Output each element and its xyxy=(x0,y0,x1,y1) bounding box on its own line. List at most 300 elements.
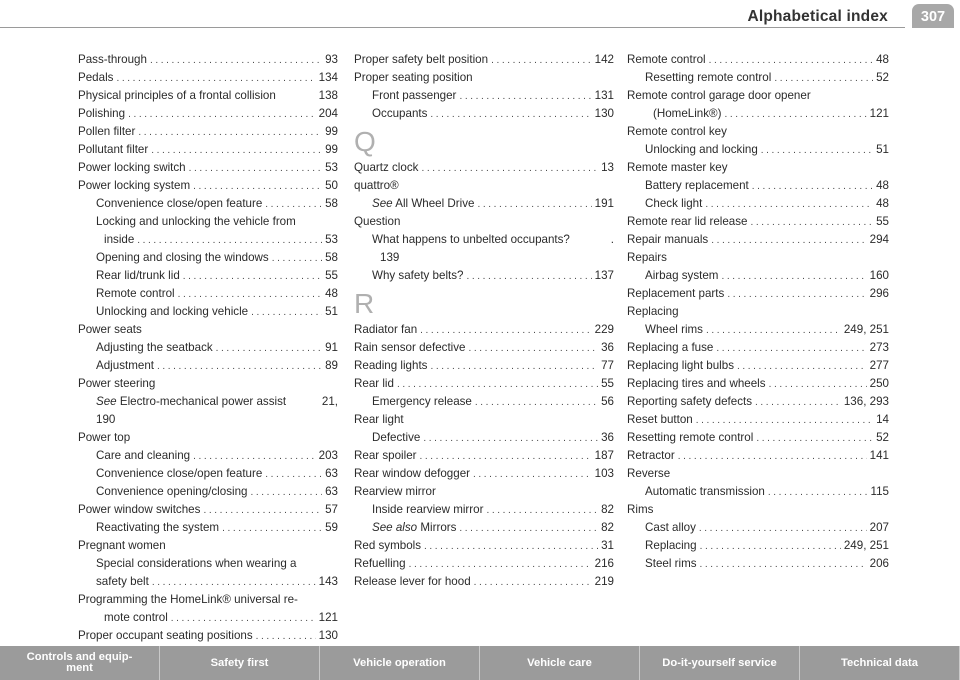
entry-term: Polishing xyxy=(78,107,126,120)
index-entry[interactable] xyxy=(627,87,889,105)
index-entry[interactable] xyxy=(627,321,889,339)
entry-term: Refuelling xyxy=(354,557,406,570)
entry-term: Wheel rims xyxy=(645,323,703,336)
entry-term: Question xyxy=(354,215,401,228)
entry-term: Replacing xyxy=(645,539,697,552)
page-reference: 219 xyxy=(594,575,614,588)
index-entry[interactable] xyxy=(627,231,889,249)
index-entry[interactable] xyxy=(627,429,889,447)
page-reference: 21, xyxy=(321,395,338,408)
index-column-2 xyxy=(354,51,614,591)
chapter-tab-label: Vehicle care xyxy=(527,656,592,669)
index-entry[interactable] xyxy=(78,537,338,555)
dot-leader xyxy=(421,160,598,178)
index-entry[interactable] xyxy=(78,573,338,591)
dot-leader xyxy=(709,52,873,70)
page-reference: 58 xyxy=(325,251,338,264)
index-column-3 xyxy=(627,51,889,573)
index-entry[interactable] xyxy=(627,285,889,303)
entry-term: Check light xyxy=(645,197,703,210)
dot-leader xyxy=(178,286,322,304)
index-title: Alphabetical index xyxy=(747,8,888,25)
entry-term: Replacing tires and wheels xyxy=(627,377,766,390)
page-reference: 48 xyxy=(876,197,889,210)
entry-term: quattro® xyxy=(354,179,399,192)
dot-leader xyxy=(459,88,591,106)
dot-leader xyxy=(203,502,322,520)
index-entry[interactable] xyxy=(627,195,889,213)
dot-leader xyxy=(700,538,841,556)
dot-leader xyxy=(397,376,598,394)
entry-term: Remote master key xyxy=(627,161,728,174)
entry-term: Opening and closing the windows xyxy=(96,251,269,264)
entry-term: Remote control xyxy=(96,287,175,300)
entry-term: Remote control xyxy=(627,53,706,66)
page-reference: 273 xyxy=(869,341,889,354)
chapter-tab[interactable] xyxy=(0,646,160,680)
dot-leader xyxy=(751,214,874,232)
dot-leader xyxy=(706,322,841,340)
entry-term: Rear lid/trunk lid xyxy=(96,269,180,282)
entry-term: Convenience close/open feature xyxy=(96,197,263,210)
index-entry[interactable] xyxy=(627,69,889,87)
entry-term: 139 xyxy=(380,251,400,264)
entry-term: Convenience close/open feature xyxy=(96,467,263,480)
page-reference: 249, 251 xyxy=(843,323,889,336)
chapter-tab[interactable] xyxy=(640,646,800,680)
entry-term: Cast alloy xyxy=(645,521,696,534)
page-reference: 48 xyxy=(325,287,338,300)
dot-leader xyxy=(705,196,873,214)
index-entry[interactable] xyxy=(78,447,338,465)
entry-term: Inside rearview mirror xyxy=(372,503,484,516)
entry-term: Power window switches xyxy=(78,503,201,516)
index-entry[interactable] xyxy=(354,393,614,411)
index-entry[interactable] xyxy=(78,195,338,213)
page-reference: 82 xyxy=(601,521,614,534)
page-reference: 203 xyxy=(318,449,338,462)
page-reference: 136, 293 xyxy=(843,395,889,408)
index-entry[interactable] xyxy=(354,105,614,123)
entry-term: Reporting safety defects xyxy=(627,395,753,408)
dot-leader xyxy=(473,466,592,484)
index-entry[interactable] xyxy=(78,357,338,375)
page-reference: 48 xyxy=(876,179,889,192)
page-reference: 56 xyxy=(601,395,614,408)
chapter-tab[interactable] xyxy=(320,646,480,680)
entry-term: Replacing light bulbs xyxy=(627,359,734,372)
page-reference: 77 xyxy=(601,359,614,372)
index-entry[interactable] xyxy=(354,501,614,519)
index-entry[interactable] xyxy=(78,429,338,447)
chapter-tab[interactable] xyxy=(160,646,320,680)
page-reference: 131 xyxy=(594,89,614,102)
index-entry[interactable] xyxy=(354,267,614,285)
dot-leader xyxy=(774,70,873,88)
page-reference: 142 xyxy=(594,53,614,66)
entry-term: Reading lights xyxy=(354,359,428,372)
entry-term: Power top xyxy=(78,431,131,444)
page-reference: 137 xyxy=(594,269,614,282)
entry-term: Occupants xyxy=(372,107,428,120)
entry-term: Remote control key xyxy=(627,125,727,138)
entry-term: Proper occupant seating positions xyxy=(78,629,253,642)
entry-term: safety belt xyxy=(96,575,149,588)
page-reference: 57 xyxy=(325,503,338,516)
index-entry[interactable] xyxy=(78,159,338,177)
dot-leader xyxy=(755,394,841,412)
entry-term: Repair manuals xyxy=(627,233,709,246)
index-entry[interactable] xyxy=(354,231,614,249)
index-entry[interactable] xyxy=(627,411,889,429)
dot-leader xyxy=(137,232,322,250)
entry-term: Rain sensor defective xyxy=(354,341,466,354)
index-entry[interactable] xyxy=(78,591,338,609)
index-entry[interactable] xyxy=(78,249,338,267)
index-entry[interactable] xyxy=(627,213,889,231)
entry-term: Power locking system xyxy=(78,179,191,192)
index-entry[interactable] xyxy=(354,177,614,195)
index-entry[interactable] xyxy=(78,267,338,285)
dot-leader xyxy=(423,430,598,448)
dot-leader xyxy=(138,124,322,142)
entry-term: Pass-through xyxy=(78,53,147,66)
page-reference: 141 xyxy=(869,449,889,462)
see-reference: See xyxy=(96,395,117,408)
entry-term: Rear spoiler xyxy=(354,449,417,462)
dot-leader xyxy=(769,376,867,394)
entry-term: Remote control garage door opener xyxy=(627,89,811,102)
page-reference: 36 xyxy=(601,431,614,444)
index-entry[interactable] xyxy=(354,537,614,555)
page-reference: 13 xyxy=(601,161,614,174)
entry-term: Release lever for hood xyxy=(354,575,471,588)
dot-leader xyxy=(678,448,867,466)
page-reference: 99 xyxy=(325,143,338,156)
page-reference: 14 xyxy=(876,413,889,426)
page-reference: 51 xyxy=(325,305,338,318)
page-reference: 55 xyxy=(876,215,889,228)
entry-term: Proper safety belt position xyxy=(354,53,489,66)
index-entry[interactable] xyxy=(354,339,614,357)
dot-leader xyxy=(699,520,867,538)
index-entry[interactable] xyxy=(627,249,889,267)
entry-term: Pollutant filter xyxy=(78,143,149,156)
chapter-tab-label: Safety first xyxy=(210,656,269,669)
entry-term: Mirrors xyxy=(420,521,457,534)
page-reference: 277 xyxy=(869,359,889,372)
entry-term: Retractor xyxy=(627,449,675,462)
page-reference: 36 xyxy=(601,341,614,354)
page-reference: 130 xyxy=(594,107,614,120)
index-entry[interactable] xyxy=(627,501,889,519)
entry-term: Reverse xyxy=(627,467,671,480)
index-entry[interactable] xyxy=(78,51,338,69)
index-entry[interactable] xyxy=(78,285,338,303)
page-reference: 63 xyxy=(325,467,338,480)
index-entry[interactable] xyxy=(354,51,614,69)
entry-term: Quartz clock xyxy=(354,161,419,174)
index-entry[interactable] xyxy=(78,555,338,573)
entry-term: Rear light xyxy=(354,413,404,426)
chapter-tab[interactable] xyxy=(800,646,960,680)
index-entry[interactable] xyxy=(78,213,338,231)
dot-leader xyxy=(761,142,873,160)
index-entry[interactable] xyxy=(354,321,614,339)
page-reference: 103 xyxy=(594,467,614,480)
index-entry[interactable] xyxy=(627,105,889,123)
dot-leader xyxy=(486,502,598,520)
index-entry[interactable] xyxy=(78,339,338,357)
chapter-tab-bar xyxy=(0,646,960,680)
index-entry[interactable] xyxy=(78,69,338,87)
page-reference: . xyxy=(610,233,614,246)
dot-leader xyxy=(424,538,598,556)
page-reference: 58 xyxy=(325,197,338,210)
dot-leader xyxy=(251,304,322,322)
chapter-tab-label: Controls and equip- ment xyxy=(26,651,133,674)
dot-leader xyxy=(475,394,598,412)
page-reference: 160 xyxy=(869,269,889,282)
entry-term: Pollen filter xyxy=(78,125,136,138)
index-entry[interactable] xyxy=(627,393,889,411)
index-entry[interactable] xyxy=(354,483,614,501)
index-entry[interactable] xyxy=(627,51,889,69)
page-reference: 52 xyxy=(876,71,889,84)
entry-term: Steel rims xyxy=(645,557,697,570)
index-entry[interactable] xyxy=(354,573,614,591)
index-entry[interactable] xyxy=(627,159,889,177)
index-entry[interactable] xyxy=(627,267,889,285)
page-reference: 143 xyxy=(318,575,338,588)
page-reference: 59 xyxy=(325,521,338,534)
page-reference: 138 xyxy=(318,89,338,102)
index-entry[interactable] xyxy=(354,447,614,465)
index-entry[interactable] xyxy=(78,465,338,483)
entry-term: Electro-mechanical power assist xyxy=(119,395,287,408)
index-entry[interactable] xyxy=(78,627,338,645)
see-reference: See also xyxy=(372,521,418,534)
page-reference: 53 xyxy=(325,233,338,246)
page-reference: 294 xyxy=(869,233,889,246)
index-entry[interactable] xyxy=(627,141,889,159)
dot-leader xyxy=(724,106,866,124)
dot-leader xyxy=(756,430,873,448)
index-entry[interactable] xyxy=(354,213,614,231)
index-entry[interactable] xyxy=(78,321,338,339)
index-entry[interactable] xyxy=(78,393,338,411)
index-entry[interactable] xyxy=(78,231,338,249)
entry-term: Rear lid xyxy=(354,377,394,390)
entry-term: What happens to unbelted occupants? xyxy=(372,233,570,246)
page-reference: 187 xyxy=(594,449,614,462)
page-reference: 63 xyxy=(325,485,338,498)
entry-term: Convenience opening/closing xyxy=(96,485,248,498)
entry-term: Rims xyxy=(627,503,654,516)
index-entry[interactable] xyxy=(627,519,889,537)
page-reference: 296 xyxy=(869,287,889,300)
entry-term: Resetting remote control xyxy=(627,431,754,444)
dot-leader xyxy=(116,70,315,88)
index-entry[interactable] xyxy=(354,411,614,429)
page-reference: 99 xyxy=(325,125,338,138)
index-entry[interactable] xyxy=(354,249,614,267)
index-entry[interactable] xyxy=(354,519,614,537)
entry-term: Reset button xyxy=(627,413,693,426)
entry-term: Power locking switch xyxy=(78,161,186,174)
page-reference: 191 xyxy=(594,197,614,210)
page-reference: 206 xyxy=(869,557,889,570)
dot-leader xyxy=(256,628,316,646)
index-entry[interactable] xyxy=(78,177,338,195)
entry-term: Emergency release xyxy=(372,395,472,408)
index-entry[interactable] xyxy=(354,159,614,177)
dot-leader xyxy=(216,340,322,358)
dot-leader xyxy=(193,448,316,466)
dot-leader xyxy=(152,574,316,592)
entry-term: Physical principles of a frontal collision xyxy=(78,89,276,102)
entry-term: Programming the HomeLink® universal re- xyxy=(78,593,298,606)
index-entry[interactable] xyxy=(354,357,614,375)
dot-leader xyxy=(250,484,322,502)
entry-term: All Wheel Drive xyxy=(395,197,475,210)
page-reference: 51 xyxy=(876,143,889,156)
index-entry[interactable] xyxy=(627,465,889,483)
entry-term: Replacing xyxy=(627,305,679,318)
page-reference: 121 xyxy=(318,611,338,624)
page-reference: 52 xyxy=(876,431,889,444)
page-reference: 93 xyxy=(325,53,338,66)
dot-leader xyxy=(768,484,868,502)
dot-leader xyxy=(716,340,866,358)
dot-leader xyxy=(696,412,873,430)
dot-leader xyxy=(420,322,591,340)
index-entry[interactable] xyxy=(78,87,338,105)
index-entry[interactable] xyxy=(354,429,614,447)
chapter-tab-label: Technical data xyxy=(841,656,918,669)
entry-term: Pedals xyxy=(78,71,114,84)
chapter-tab-label: Vehicle operation xyxy=(353,656,446,669)
dot-leader xyxy=(183,268,322,286)
index-column-1 xyxy=(78,51,338,645)
index-entry[interactable] xyxy=(627,303,889,321)
entry-term: mote control xyxy=(104,611,168,624)
entry-term: Automatic transmission xyxy=(645,485,765,498)
entry-term: Airbag system xyxy=(645,269,719,282)
see-reference: See xyxy=(372,197,393,210)
entry-term: Defective xyxy=(372,431,421,444)
chapter-tab-label: Do-it-yourself service xyxy=(662,656,777,669)
page-reference: 48 xyxy=(876,53,889,66)
dot-leader xyxy=(272,250,322,268)
entry-term: Radiator fan xyxy=(354,323,418,336)
index-entry[interactable] xyxy=(78,501,338,519)
entry-term: Replacement parts xyxy=(627,287,725,300)
entry-term: Power steering xyxy=(78,377,156,390)
index-entry[interactable] xyxy=(78,105,338,123)
entry-term: Unlocking and locking xyxy=(645,143,758,156)
index-entry[interactable] xyxy=(627,537,889,555)
index-entry[interactable] xyxy=(354,375,614,393)
page-reference: 31 xyxy=(601,539,614,552)
entry-term: Pregnant women xyxy=(78,539,166,552)
dot-leader xyxy=(128,106,316,124)
dot-leader xyxy=(467,268,592,286)
index-entry[interactable] xyxy=(78,411,338,429)
page-reference: 89 xyxy=(325,359,338,372)
index-entry[interactable] xyxy=(627,447,889,465)
index-entry[interactable] xyxy=(354,87,614,105)
index-entry[interactable] xyxy=(78,303,338,321)
index-entry[interactable] xyxy=(78,519,338,537)
index-section-letter: Q xyxy=(354,126,376,157)
index-entry[interactable] xyxy=(78,609,338,627)
page-reference: 216 xyxy=(594,557,614,570)
page-reference: 134 xyxy=(318,71,338,84)
index-entry[interactable] xyxy=(627,123,889,141)
dot-leader xyxy=(157,358,322,376)
page-reference: 50 xyxy=(325,179,338,192)
index-section-letter: R xyxy=(354,288,375,319)
index-entry[interactable] xyxy=(627,555,889,573)
entry-term: Remote rear lid release xyxy=(627,215,748,228)
entry-term: Care and cleaning xyxy=(96,449,191,462)
page-reference: 204 xyxy=(318,107,338,120)
page-reference: 249, 251 xyxy=(843,539,889,552)
page-reference: 250 xyxy=(869,377,889,390)
dot-leader xyxy=(151,142,322,160)
page-header xyxy=(0,0,960,40)
dot-leader xyxy=(189,160,322,178)
dot-leader xyxy=(727,286,866,304)
dot-leader xyxy=(469,340,599,358)
entry-term: Power seats xyxy=(78,323,142,336)
index-entry[interactable] xyxy=(78,123,338,141)
entry-term: Rearview mirror xyxy=(354,485,436,498)
dot-leader xyxy=(491,52,592,70)
chapter-tab[interactable] xyxy=(480,646,640,680)
index-entry[interactable] xyxy=(78,375,338,393)
dot-leader xyxy=(459,520,598,538)
entry-term: (HomeLink®) xyxy=(653,107,722,120)
entry-term: 190 xyxy=(96,413,116,426)
index-entry[interactable] xyxy=(78,141,338,159)
index-entry[interactable] xyxy=(354,195,614,213)
index-entry[interactable] xyxy=(354,465,614,483)
dot-leader xyxy=(711,232,866,250)
entry-term: Replacing a fuse xyxy=(627,341,714,354)
index-entry[interactable] xyxy=(354,555,614,573)
entry-term: Unlocking and locking vehicle xyxy=(96,305,249,318)
index-entry[interactable] xyxy=(627,375,889,393)
page-reference: 55 xyxy=(601,377,614,390)
index-entry[interactable] xyxy=(354,69,614,87)
dot-leader xyxy=(265,196,322,214)
page-reference: 53 xyxy=(325,161,338,174)
index-entry[interactable] xyxy=(627,339,889,357)
dot-leader xyxy=(430,358,598,376)
index-entry[interactable] xyxy=(627,483,889,501)
index-entry[interactable] xyxy=(627,357,889,375)
dot-leader xyxy=(430,106,591,124)
index-entry[interactable] xyxy=(78,483,338,501)
entry-term: Adjusting the seatback xyxy=(96,341,213,354)
entry-term: Special considerations when wearing a xyxy=(96,557,297,570)
entry-term: Why safety belts? xyxy=(372,269,464,282)
page-reference: 91 xyxy=(325,341,338,354)
index-entry[interactable] xyxy=(627,177,889,195)
entry-term: Front passenger xyxy=(372,89,457,102)
